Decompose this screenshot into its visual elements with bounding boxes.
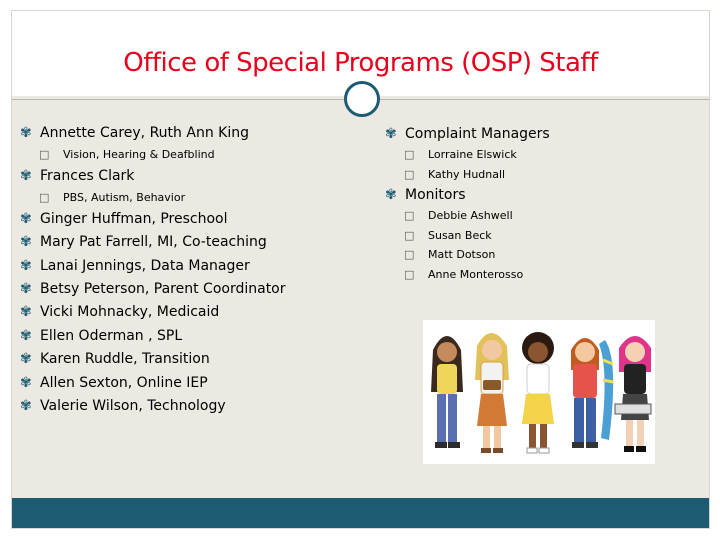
list-item-text: Allen Sexton, Online IEP (40, 374, 208, 391)
list-item-text: Lorraine Elswick (428, 148, 517, 161)
left-list-item (12, 188, 352, 208)
page-title: Office of Special Programs (OSP) Staff (123, 48, 598, 78)
hollow-square-bullet-icon: □ (404, 267, 415, 281)
flower-bullet-icon: ✾ (20, 210, 32, 227)
left-list-item (12, 348, 352, 371)
girl-3-figure (522, 332, 554, 453)
left-list-item (12, 325, 352, 348)
list-item-text: Mary Pat Farrell, MI, Co-teaching (40, 234, 267, 251)
list-item-text: Kathy Hudnall (428, 167, 506, 181)
list-item-text: PBS, Autism, Behavior (63, 191, 186, 205)
flower-bullet-icon: ✾ (385, 187, 397, 203)
flower-bullet-icon: ✾ (20, 374, 32, 391)
girl-1-figure (431, 336, 463, 448)
left-list-item (12, 145, 352, 165)
list-item-text: Betsy Peterson, Parent Coordinator (40, 280, 286, 297)
left-list-item (12, 122, 352, 145)
left-list-item (12, 231, 352, 254)
list-item-text: Monitors (405, 187, 466, 203)
list-item-text: Anne Monterosso (428, 267, 524, 281)
flower-bullet-icon: ✾ (20, 304, 32, 321)
list-item-text: Susan Beck (428, 228, 492, 242)
list-item-text: Frances Clark (40, 167, 135, 184)
ring-ornament-icon (344, 81, 380, 117)
cartoon-girls-image (423, 320, 655, 464)
left-staff-list (12, 122, 352, 418)
girl-5-figure (615, 336, 651, 452)
list-item-text: Vision, Hearing & Deafblind (63, 148, 215, 162)
right-list-item (377, 123, 707, 145)
cartoon-girls-illustration (423, 320, 655, 464)
left-list-item (12, 255, 352, 278)
right-list-item (377, 184, 707, 206)
hollow-square-bullet-icon: □ (404, 228, 415, 242)
left-list-item (12, 165, 352, 188)
girl-2-figure (475, 333, 509, 453)
flower-bullet-icon: ✾ (20, 397, 32, 414)
right-list-item (377, 145, 707, 165)
girl-4-figure (571, 338, 613, 448)
footer-bar (12, 498, 709, 528)
right-list-item (377, 206, 707, 226)
right-list-item (377, 265, 707, 285)
left-list-item (12, 278, 352, 301)
hollow-square-bullet-icon: □ (39, 191, 50, 205)
left-list-item (12, 208, 352, 231)
hollow-square-bullet-icon: □ (39, 148, 50, 162)
list-item-text: Karen Ruddle, Transition (40, 351, 210, 368)
flower-bullet-icon: ✾ (20, 257, 32, 274)
hollow-square-bullet-icon: □ (404, 167, 415, 181)
list-item-text: Debbie Ashwell (428, 209, 513, 222)
left-list-item (12, 395, 352, 418)
list-item-text: Ginger Huffman, Preschool (40, 210, 228, 227)
list-item-text: Valerie Wilson, Technology (40, 397, 226, 414)
left-list-item (12, 301, 352, 324)
list-item-text: Matt Dotson (428, 248, 496, 261)
list-item-text: Vicki Mohnacky, Medicaid (40, 304, 220, 321)
flower-bullet-icon: ✾ (20, 234, 32, 251)
list-item-text: Complaint Managers (405, 126, 550, 142)
hollow-square-bullet-icon: □ (404, 148, 415, 161)
list-item-text: Lanai Jennings, Data Manager (40, 257, 250, 274)
list-item-text: Annette Carey, Ruth Ann King (40, 125, 249, 141)
hollow-square-bullet-icon: □ (404, 248, 415, 261)
flower-bullet-icon: ✾ (20, 280, 32, 297)
right-list-item (377, 226, 707, 246)
flower-bullet-icon: ✾ (20, 351, 32, 368)
hollow-square-bullet-icon: □ (404, 209, 415, 222)
flower-bullet-icon: ✾ (385, 126, 397, 142)
right-list-item (377, 245, 707, 265)
right-list-item (377, 165, 707, 185)
flower-bullet-icon: ✾ (20, 125, 32, 141)
list-item-text: Ellen Oderman , SPL (40, 327, 183, 344)
flower-bullet-icon: ✾ (20, 327, 32, 344)
right-staff-list (377, 123, 707, 284)
left-list-item (12, 372, 352, 395)
slide (11, 10, 710, 529)
flower-bullet-icon: ✾ (20, 167, 32, 184)
